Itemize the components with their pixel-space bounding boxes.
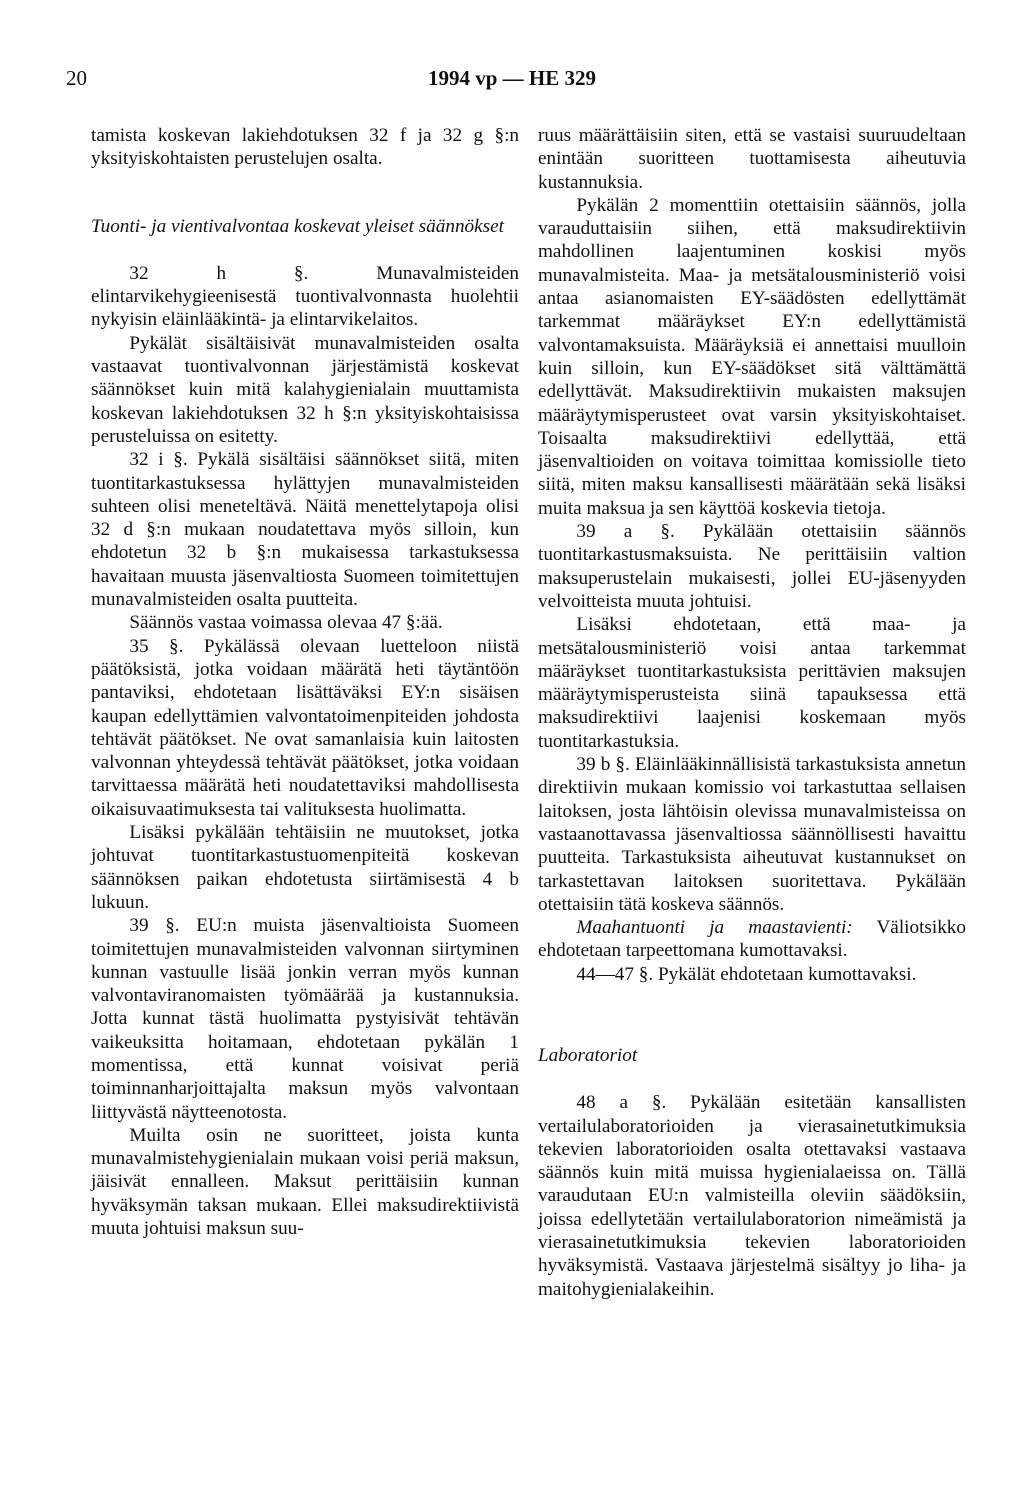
paragraph: 44—47 §. Pykälät ehdotetaan kumottavaksi. bbox=[576, 963, 917, 985]
paragraph: 32 i §. Pykälä sisältäisi säännökset siitä, miten tuontitarkastuksessa hylättyjen munavalmisteiden suhteen olisi meneteltävä. Näitä menettelytapoja olisi 32 d §:n mukaan noudatettava myös silloin, kun ehdotetun 32 b §:n mukaisessa tarkastuksessa havaitaan muusta jäsenvaltiosta Suomeen toimitettujen munavalmisteiden osalta puutteita. bbox=[91, 449, 519, 611]
left-column bbox=[91, 124, 519, 1240]
paragraph: Lisäksi pykälään tehtäisiin ne muutokset, jotka johtuvat tuontitarkastustuomenpiteitä koskevan säännöksen paikan ehdotetusta siirtämisestä 4 b lukuun. bbox=[91, 822, 519, 913]
paragraph: Muilta osin ne suoritteet, joista kunta munavalmistehygienialain mukaan voisi periä maksun, jäisivät ennalleen. Maksut perittäisiin kunnan hyväksymän taksan mukaan. Ellei maksudirektiivistä muuta johtuisi maksun suu- bbox=[91, 1124, 519, 1240]
paragraph: tamista koskevan lakiehdotuksen 32 f ja 32 g §:n yksityiskohtaisten perustelujen osalta. bbox=[91, 125, 519, 170]
paragraph: 48 a §. Pykälään esitetään kansallisten vertailulaboratorioiden ja vierasainetutkimuksia tekevien laboratorioiden osalta otettavaksi vastaava säännös kuin mitä muissa hygienialaeissa on. Tällä varaudutaan EU:n valmisteilla oleviin säädöksiin, joissa edellytetään vertailulaboratorion nimeämistä ja vierasainetutkimuksia tekevien laboratorioiden hyväksymistä. Vastaava järjestelmä sisältyy jo liha- ja maitohygienialakeihin. bbox=[538, 1092, 966, 1300]
paragraph: 35 §. Pykälässä olevaan luetteloon niistä päätöksistä, jotka voidaan määrätä heti täytäntöön pantaviksi, ehdotetaan lisättäväksi EY:n sisäisen kaupan edellyttämien valvontatoimenpiteiden johdosta tehtävät päätökset. Ne ovat samanlaisia kuin laitosten valvonnan yhteydessä tehtävät päätökset, jotka voidaan tarvittaessa määrätä heti noudatettaviksi mahdollisesta oikaisuvaatimuksesta tai valituksesta huolimatta. bbox=[91, 635, 519, 820]
paragraph: 32 h §. Munavalmisteiden elintarvikehygieenisestä tuontivalvonnasta huolehtii nykyisin eläinlääkintä- ja elintarvikelaitos. bbox=[91, 262, 519, 331]
paragraph: 39 b §. Eläinlääkinnällisistä tarkastuksista annetun direktiivin mukaan komissio voi tarkastuttaa sellaisen laitoksen, josta lähtöisin olevissa munavalmisteissa on vastaanottavassa jäsenvaltiossa säännöllisesti havaittu puutteita. Tarkastuksista aiheutuvat kustannukset on tarkastettavan laitoksen suoritettava. Pykälään otettaisiin tätä koskeva säännös. bbox=[538, 754, 966, 915]
paragraph: 39 §. EU:n muista jäsenvaltioista Suomeen toimitettujen munavalmisteiden valvonnan siirtyminen kunnan vastuulle lisää jonkin verran myös kunnan valvontaviranomaisten työmäärää ja kustannuksia. Jotta kunnat tästä huolimatta pystyisivät tehtävän vaikeuksitta hoitamaan, ehdotetaan pykälän 1 momentissa, että kunnat voisivat periä toiminnanharjoittajalta maksun myös valvontaan liittyvästä näytteenotosta. bbox=[91, 915, 519, 1123]
paragraph: ruus määrättäisiin siten, että se vastaisi suuruudeltaan enintään suoritteen tuottamisesta aiheutuvia kustannuksia. bbox=[538, 125, 966, 193]
paragraph bbox=[538, 916, 966, 963]
paragraph: Pykälät sisältäisivät munavalmisteiden osalta vastaavat tuontivalvonnan järjestämistä koskevat säännökset kuin mitä kalahygienialain muuttamista koskevan lakiehdotuksen 32 h §:n yksityiskohtaisissa perusteluissa on esitetty. bbox=[91, 332, 519, 447]
paragraph-text: Väliotsikko ehdotetaan tarpeettomana kumottavaksi. bbox=[538, 917, 966, 962]
page-number: 20 bbox=[66, 66, 87, 90]
paragraph: 39 a §. Pykälään otettaisiin säännös tuontitarkastusmaksuista. Ne perittäisiin valtion maksuperustelain mukaisesti, jollei EU-jäsenyyden velvoitteista muuta johtuisi. bbox=[538, 521, 966, 612]
paragraph: Pykälän 2 momenttiin otettaisiin säännös, jolla varauduttaisiin siihen, että maksudirektiivin mahdollinen laajentuminen koskisi myös munavalmisteita. Maa- ja metsätalousministeriö voisi antaa asianomaisten EY-säädösten edellyttämät tarkemmat määräykset EY:n edellyttämistä valvontamaksuista. Määräyksiä ei annettaisi muulloin kuin silloin, kun EY-säädökset sitä välttämättä edellyttävät. Maksudirektiivin mukaisten maksujen määräytymisperusteet ovat varsin yksityiskohtaiset. Toisaalta maksudirektiivi edellyttää, että jäsenvaltioiden on voitava toimittaa komissiolle tieto siitä, miten maksu kansallisesti määrätään sekä lisäksi muita maksua ja sen käyttöä koskevia tietoja. bbox=[538, 194, 966, 519]
paragraph: Lisäksi ehdotetaan, että maa- ja metsätalousministeriö voisi antaa tarkemmat määräykset tuontitarkastuksista perittävien maksujen määräytymisperusteista siinä tapauksessa että maksudirektiivi laajenisi koskemaan myös tuontitarkastuksia. bbox=[538, 614, 966, 752]
subheading-reference: Maahantuonti ja maastavienti: bbox=[576, 917, 853, 939]
running-title: 1994 vp — HE 329 bbox=[427, 66, 597, 90]
section-heading: Tuonti- ja vientivalvontaa koskevat yleiset säännökset bbox=[91, 215, 504, 237]
section-heading: Laboratoriot bbox=[538, 1044, 638, 1066]
paragraph: Säännös vastaa voimassa olevaa 47 §:ää. bbox=[129, 612, 443, 634]
right-column bbox=[538, 124, 966, 1301]
